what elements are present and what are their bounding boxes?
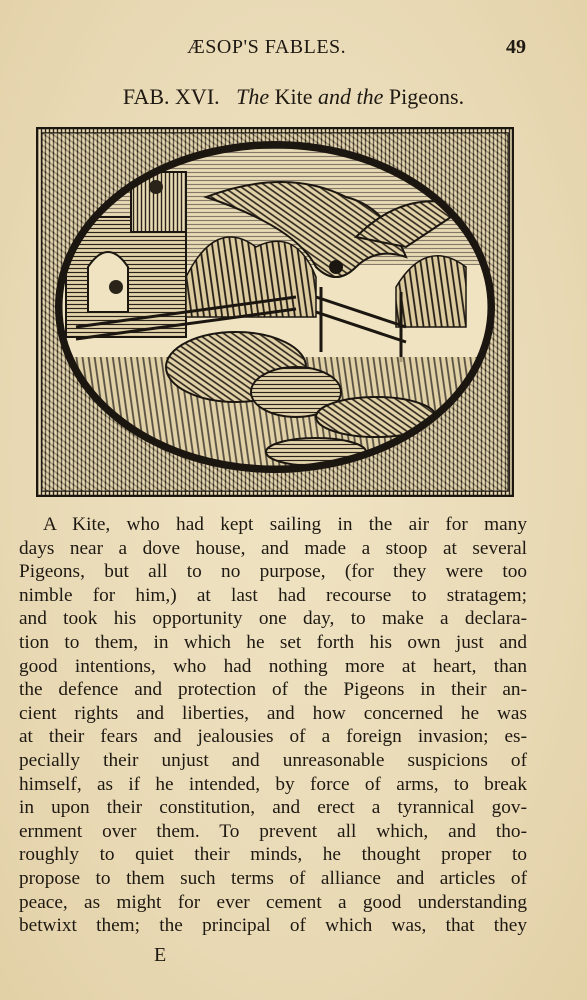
running-head xyxy=(0,36,587,62)
body-line: roughly to quiet their minds, he thought proper to xyxy=(19,844,527,866)
woodcut-illustration xyxy=(36,127,514,497)
body-line: tion to them, in which he set forth his own just and xyxy=(19,631,527,653)
fable-title-word-pigeons: Pigeons. xyxy=(388,84,465,109)
fable-body xyxy=(19,513,527,938)
body-line: the defence and protection of the Pigeons in their an- xyxy=(19,679,527,701)
pigeon-in-doorway xyxy=(109,280,123,294)
body-line: cient rights and liberties, and how concerned he was xyxy=(19,702,527,724)
fable-heading xyxy=(0,84,587,110)
running-title: ÆSOP'S FABLES. xyxy=(187,36,347,58)
body-line: ernment over them. To prevent all which, and tho- xyxy=(19,820,527,842)
fable-number: FAB. XVI. xyxy=(122,84,220,109)
body-line: Pigeons, but all to no purpose, (for they were too xyxy=(19,561,527,583)
body-line: days near a dove house, and made a stoop at several xyxy=(19,537,527,559)
body-line: at their fears and jealousies of a foreign invasion; es- xyxy=(19,726,527,748)
body-line: propose to them such terms of alliance and articles of xyxy=(19,867,527,889)
body-line: A Kite, who had kept sailing in the air for many xyxy=(43,514,527,535)
body-line: peace, as might for ever cement a good understanding xyxy=(19,891,527,913)
fable-title-word-and-the: and the xyxy=(318,84,384,109)
body-line: good intentions, who had nothing more at heart, than xyxy=(19,655,527,677)
fable-title-word-kite: Kite xyxy=(274,84,313,109)
body-line: and took his opportunity one day, to make a declara- xyxy=(19,608,527,630)
fable-title-word-the: The xyxy=(236,84,270,109)
signature-mark: E xyxy=(154,944,167,966)
body-line: nimble for him,) at last had recourse to stratagem; xyxy=(19,584,527,606)
body-line: betwixt them; the principal of which was, that they xyxy=(19,915,527,937)
page-number: 49 xyxy=(506,36,526,58)
body-line: himself, as if he intended, by force of arms, to break xyxy=(19,773,527,795)
body-line: pecially their unjust and unreasonable suspicions of xyxy=(19,749,527,771)
body-line: in upon their constitution, and erect a tyrannical gov- xyxy=(19,797,527,819)
